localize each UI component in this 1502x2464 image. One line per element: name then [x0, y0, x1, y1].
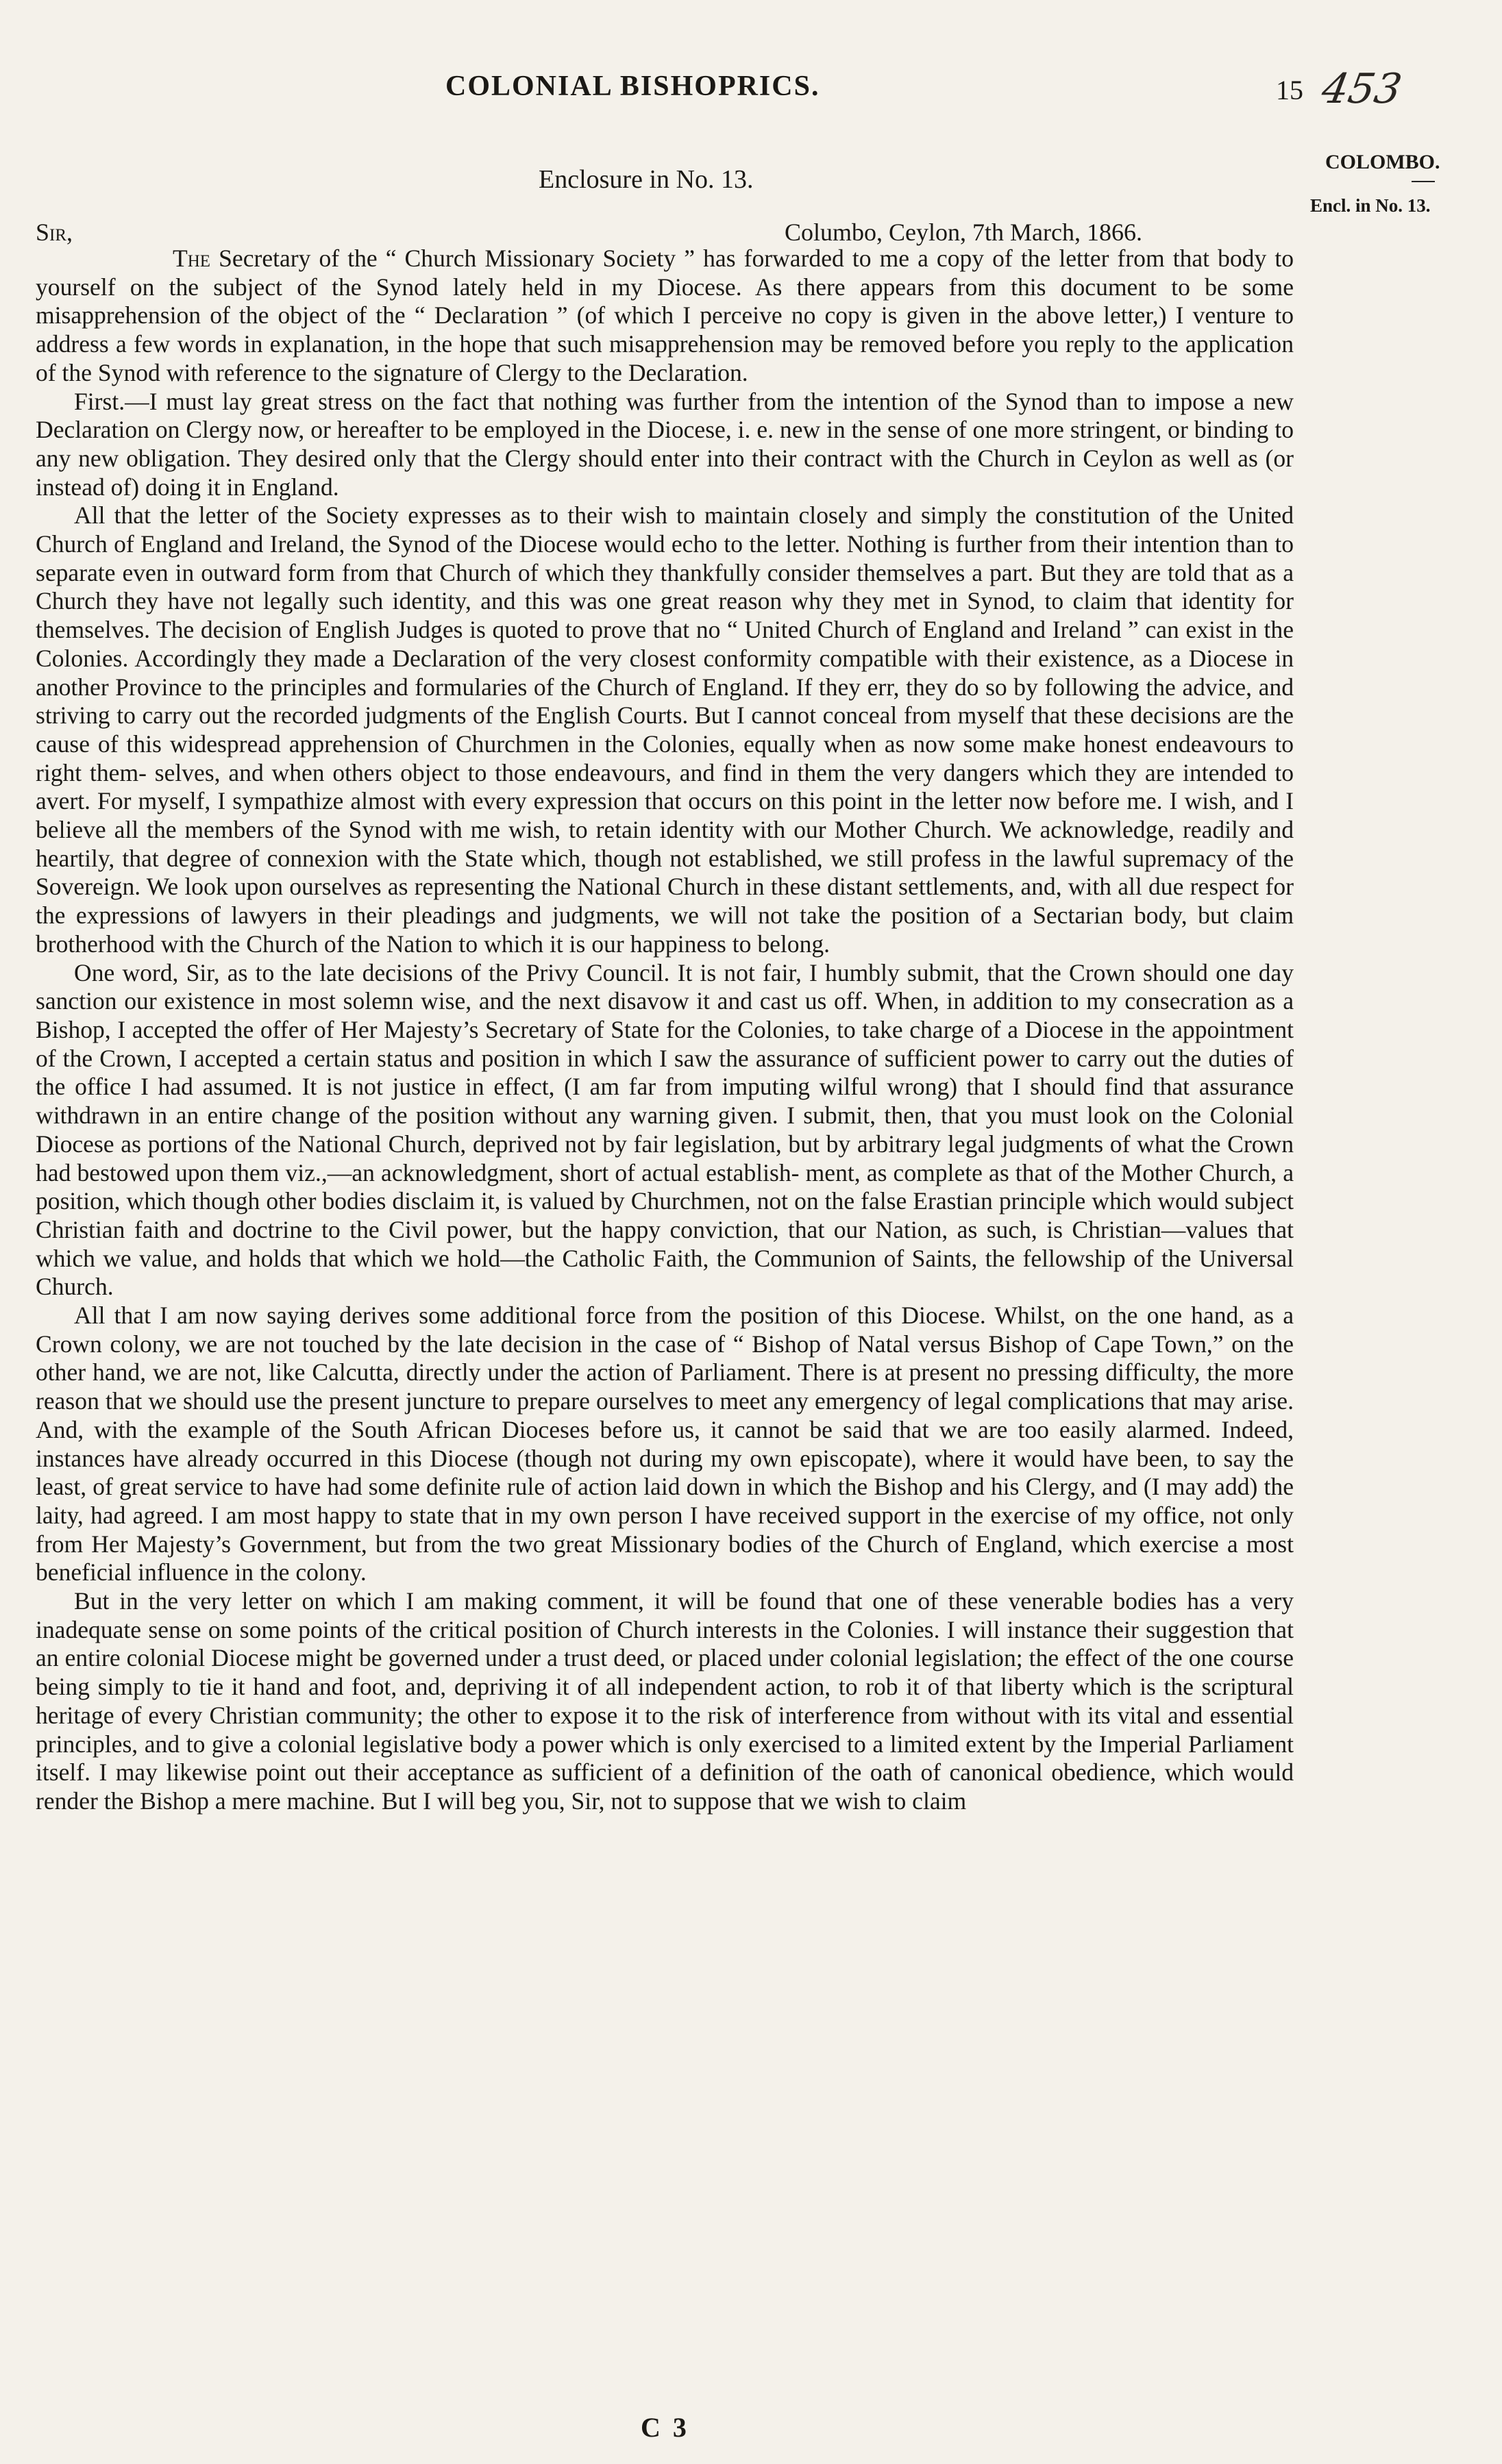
salutation: Sir, — [36, 219, 73, 246]
paragraph-text: Secretary of the “ Church Missionary Society ” has forwarded to me a copy of the letter from that body to yourself on the subject of the Synod lately held in my Diocese. As there appears from this document to be some misapprehension of the object of the “ Declaration ” (of which I perceive no copy is given in the above letter,) I venture to address a few words in explanation, in the hope that such misapprehension may be removed before you reply to the application of the Synod with reference to the signature of Clergy to the Declaration. — [36, 245, 1294, 386]
paragraph: One word, Sir, as to the late decisions of the Privy Council. It is not fair, I humbly submit, that the Crown should one day sanction our existence in most solemn wise, and the next disavow it and cast us off. When, in addition to my consecration as a Bishop, I accepted the offer of Her Majesty’s Secretary of State for the Colonies, to take charge of a Diocese in the appointment of the Crown, I accepted a certain status and position in which I saw the assurance of sufficient power to carry out the duties of the office I had assumed. It is not justice in effect, (I am far from imputing wilful wrong) that I should find that assurance withdrawn in an entire change of the position without any warning given. I submit, then, that you must look on the Colonial Diocese as portions of the National Church, deprived not by fair legislation, but by arbitrary legal judgments of what the Crown had bestowed upon them viz.,—an acknowledgment, short of actual establish- ment, as complete as that of the Mother Church, a position, which though other bodies disclaim it, is valued by Churchmen, not on the false Erastian principle which would subject Christian faith and doctrine to the Civil power, but the happy conviction, that our Nation, as such, is Christian—values that which we value, and holds that which we hold—the Catholic Faith, the Communion of Saints, the fellowship of the Universal Church. — [36, 958, 1294, 1301]
running-title: COLONIAL BISHOPRICS. — [445, 71, 820, 102]
handwritten-folio-number: 453 — [1318, 65, 1405, 113]
paragraph — [36, 245, 1294, 388]
paragraph: First.—I must lay great stress on the fact that nothing was further from the intention of the Synod than to impose a new Declaration on Clergy now, or hereafter to be employed in the Diocese, i. e. new in the sense of one more stringent, or binding to any new obligation. They desired only that the Clergy should enter into their contract with the Church in Ceylon as well as (or instead of) doing it in England. — [36, 387, 1294, 501]
margin-note-enclosure: Encl. in No. 13. — [1310, 195, 1431, 216]
paragraph: But in the very letter on which I am making comment, it will be found that one of these venerable bodies has a very inadequate sense on some points of the critical position of Church interests in the Colonies. I will instance their suggestion that an entire colonial Diocese might be governed under a trust deed, or placed under colonial legislation; the effect of the one course being simply to tie it hand and foot, and, depriving it of all independent action, to rob it of that liberty which is the scriptural heritage of every Christian community; the other to expose it to the risk of interference from without with its vital and essential principles, and to give a colonial legislative body a power which is only exercised to a limited extent by the Imperial Parliament itself. I may likewise point out their acceptance as sufficient of a definition of the oath of canonical obedience, which would render the Bishop a mere machine. But I will beg you, Sir, not to suppose that we wish to claim — [36, 1587, 1294, 1815]
letter-body — [36, 245, 1294, 1816]
dateline: Columbo, Ceylon, 7th March, 1866. — [785, 219, 1142, 246]
printer-signature-mark: C 3 — [641, 2412, 689, 2443]
paragraph: All that the letter of the Society expresses as to their wish to maintain closely and simply the constitution of the United Church of England and Ireland, the Synod of the Diocese would echo to the letter. Nothing is further from their intention than to separate even in outward form from that Church of which they thankfully consider themselves a part. But they are told that as a Church they have not legally such identity, and this was one great reason why they met in Synod, to claim that identity for themselves. The decision of English Judges is quoted to prove that no “ United Church of England and Ireland ” can exist in the Colonies. Accordingly they made a Declaration of the very closest conformity compatible with their existence, as a Diocese in another Province to the principles and formularies of the Church of England. If they err, they do so by following the advice, and striving to carry out the recorded judgments of the English Courts. But I cannot conceal from myself that these decisions are the cause of this widespread apprehension of Churchmen in the Colonies, equally when as now some make honest endeavours to right them- selves, and when others object to those endeavours, and find in them the very dangers which they are intended to avert. For myself, I sympathize almost with every expression that occurs on this point in the letter now before me. I wish, and I believe all the members of the Synod with me wish, to retain identity with our Mother Church. We acknowledge, readily and heartily, that degree of connexion with the State which, though not established, we still profess in the lawful supremacy of the Sovereign. We look upon ourselves as representing the National Church in these distant settlements, and, with all due respect for the expressions of lawyers in their pleadings and judgments, we will not take the position of a Sectarian body, but claim brotherhood with the Church of the Nation to which it is our happiness to belong. — [36, 501, 1294, 958]
enclosure-heading: Enclosure in No. 13. — [539, 165, 754, 194]
margin-note-rule — [1412, 181, 1435, 182]
opening-word: The — [173, 245, 211, 272]
page-number: 15 — [1276, 75, 1303, 105]
paragraph: All that I am now saying derives some additional force from the position of this Diocese. Whilst, on the one hand, as a Crown colony, we are not touched by the late decision in the case of “ Bishop of Natal versus Bishop of Cape Town,” on the other hand, we are not, like Calcutta, directly under the action of Parliament. There is at present no pressing difficulty, the more reason that we should use the present juncture to prepare ourselves to meet any emergency of legal complications that may arise. And, with the example of the South African Dioceses before us, it cannot be said that we are too easily alarmed. Indeed, instances have already occurred in this Diocese (though not during my own episcopate), where it would have been, to say the least, of great service to have had some definite rule of action laid down in which the Bishop and his Clergy, and (I may add) the laity, had agreed. I am most happy to state that in my own person I have received support in the exercise of my office, not only from Her Majesty’s Government, but from the two great Missionary bodies of the Church of England, which exercise a most beneficial influence in the colony. — [36, 1302, 1294, 1586]
margin-note-place: COLOMBO. — [1325, 151, 1440, 173]
